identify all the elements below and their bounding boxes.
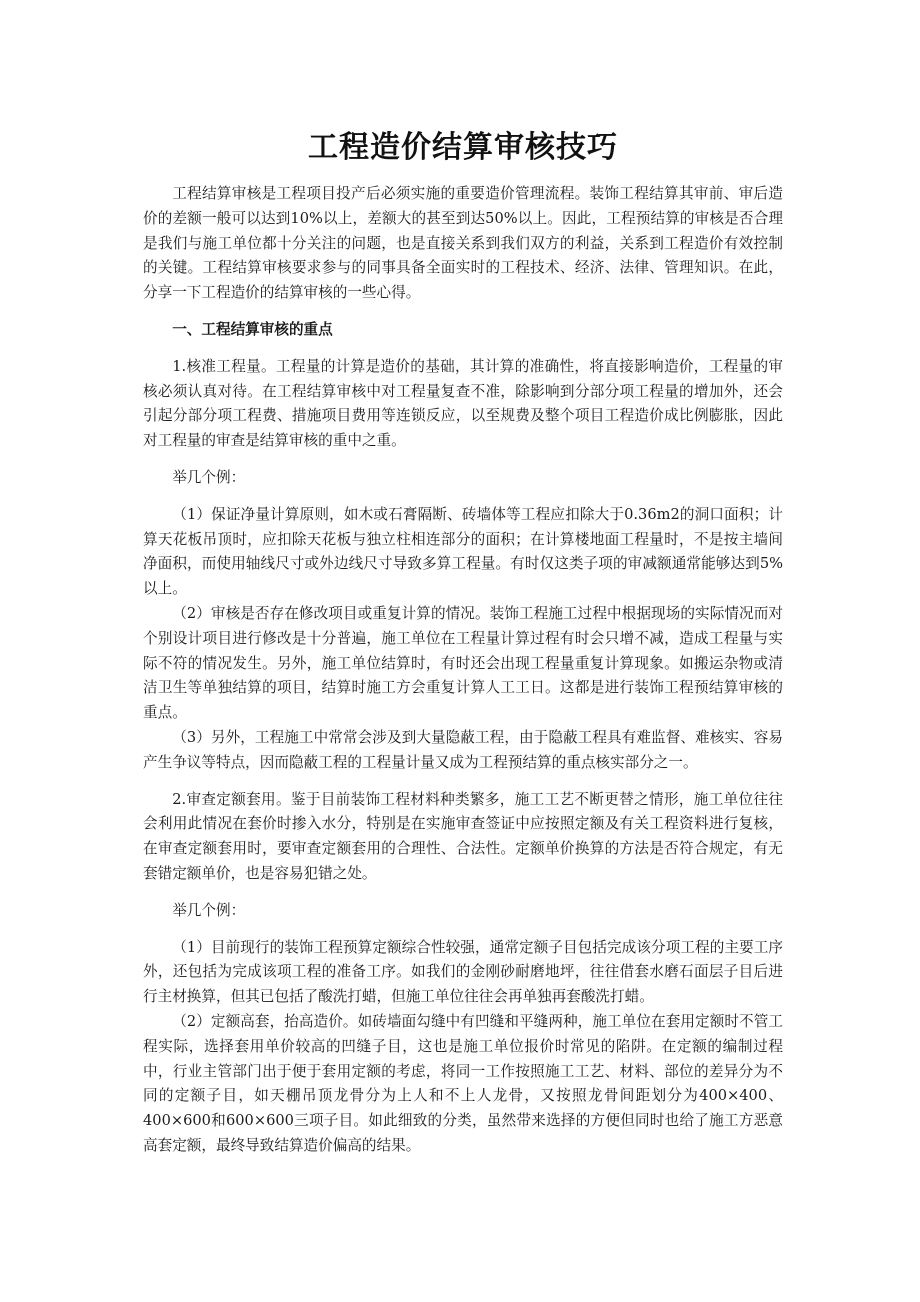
document-page bbox=[143, 122, 783, 1159]
spacer bbox=[143, 887, 783, 899]
example-paragraph: （3）另外，工程施工中常常会涉及到大量隐蔽工程，由于隐蔽工程具有难监督、难核实、容易产生争议等特点，因而隐蔽工程的工程量计量又成为工程预结算的重点核实部分之一。 bbox=[143, 728, 783, 771]
spacer bbox=[143, 491, 783, 503]
example-paragraph: （1）保证净量计算原则，如木或石膏隔断、砖墙体等工程应扣除大于0.36m2的洞口面积；计算天花板吊顶时，应扣除天花板与独立柱相连部分的面积；在计算楼地面工程量时，不是按主墙间净面积，而使用轴线尺寸或外边线尺寸导致多算工程量。有时仅这类子项的审减额通常能够达到5%以上。 bbox=[143, 505, 783, 598]
spacer bbox=[143, 776, 783, 788]
spacer bbox=[143, 454, 783, 466]
spacer bbox=[143, 306, 783, 318]
example-paragraph: （2）定额高套，抬高造价。如砖墙面勾缝中有凹缝和平缝两种，施工单位在套用定额时不管工程实际，选择套用单价较高的凹缝子目，这也是施工单位报价时常见的陷阱。在定额的编制过程中，行业主管部门出于便于套用定额的考虑，将同一工作按照施工工艺、材料、部位的差异分为不同的定额子目，如天棚吊顶龙骨分为上人和不上人龙骨，又按照龙骨间距划分为400×400、400×600和600×600三项子目。如此细致的分类，虽然带来选择的方便但同时也给了施工方恶意高套定额，最终导致结算造价偏高的结果。 bbox=[143, 1012, 783, 1154]
examples-label: 举几个例： bbox=[172, 468, 246, 486]
example-paragraph: （2）审核是否存在修改项目或重复计算的情况。装饰工程施工过程中根据现场的实际情况而对个别设计项目进行修改是十分普遍，施工单位在工程量计算过程有时会只增不减，造成工程量与实际不符的情况发生。另外，施工单位结算时，有时还会出现工程量重复计算现象。如搬运杂物或清洁卫生等单独结算的项目，结算时施工方会重复计算人工工日。这都是进行装饰工程预结算审核的重点。 bbox=[143, 604, 783, 722]
intro-paragraph: 工程结算审核是工程项目投产后必须实施的重要造价管理流程。装饰工程结算其审前、审后造价的差额一般可以达到10%以上，差额大的甚至到达50%以上。因此，工程预结算的审核是否合理是我们与施工单位都十分关注的问题，也是直接关系到我们双方的利益，关系到工程造价有效控制的关键。工程结算审核要求参与的同事具备全面实时的工程技术、经济、法律、管理知识。在此，分享一下工程造价的结算审核的一些心得。 bbox=[143, 185, 783, 302]
spacer bbox=[143, 343, 783, 355]
section-heading-1: 一、工程结算审核的重点 bbox=[172, 320, 333, 338]
example-paragraph: （1）目前现行的装饰工程预算定额综合性较强，通常定额子目包括完成该分项工程的主要工序外，还包括为完成该项工程的准备工序。如我们的金刚砂耐磨地坪，往往借套水磨石面层子目后进行主材换算，但其已包括了酸洗打蜡，但施工单位往往会再单独再套酸洗打蜡。 bbox=[143, 938, 783, 1006]
spacer bbox=[143, 924, 783, 936]
examples-label: 举几个例： bbox=[172, 901, 246, 919]
point-1-paragraph: 1.核准工程量。工程量的计算是造价的基础，其计算的准确性，将直接影响造价，工程量的审核必须认真对待。在工程结算审核中对工程量复查不准，除影响到分部分项工程量的增加外，还会引起分部分项工程费、措施项目费用等连锁反应，以至规费及整个项目工程造价成比例膨胀，因此对工程量的审查是结算审核的重中之重。 bbox=[143, 357, 783, 450]
point-2-paragraph: 2.审查定额套用。鉴于目前装饰工程材料种类繁多，施工工艺不断更替之情形，施工单位往往会利用此情况在套价时掺入水分，特别是在实施审查签证中应按照定额及有关工程资料进行复核，在审查定额套用时，要审查定额套用的合理性、合法性。定额单价换算的方法是否符合规定，有无套错定额单价，也是容易犯错之处。 bbox=[143, 790, 783, 882]
document-title: 工程造价结算审核技巧 bbox=[308, 130, 618, 165]
